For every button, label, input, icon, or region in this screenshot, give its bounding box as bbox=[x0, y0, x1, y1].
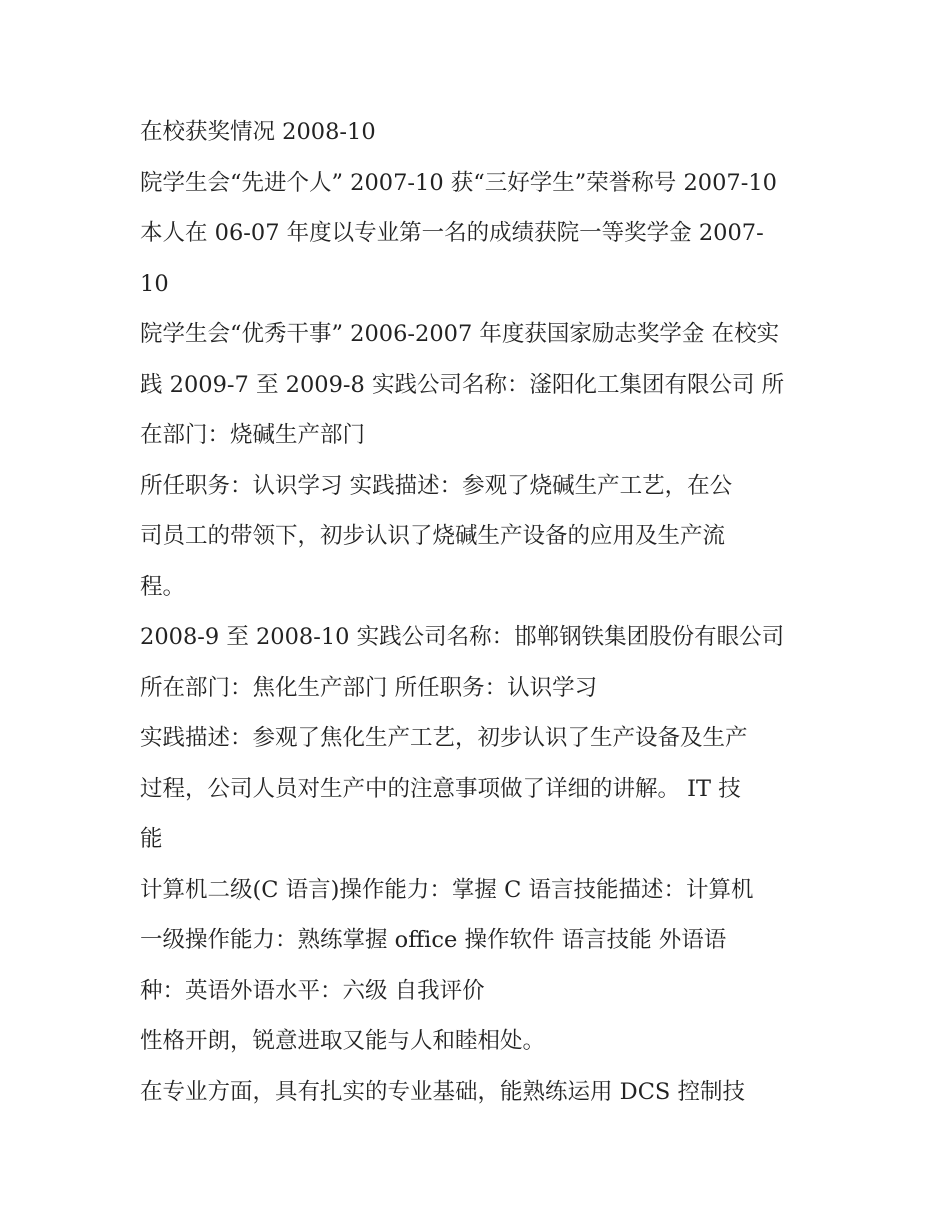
text-line: 实践描述：参观了焦化生产工艺，初步认识了生产设备及生产 bbox=[140, 725, 748, 751]
text-line: 程。 bbox=[140, 573, 186, 600]
text-line: 在专业方面，具有扎实的专业基础，能熟练运用 DCS 控制技 bbox=[140, 1078, 745, 1105]
text-line: 过程，公司人员对生产中的注意事项做了详细的讲解。 IT 技 bbox=[140, 775, 741, 802]
text-line: 司员工的带领下，初步认识了烧碱生产设备的应用及生产流 bbox=[140, 523, 726, 549]
text-line: 所在部门：焦化生产部门 所任职务：认识学习 bbox=[140, 674, 598, 701]
text-line: 践 2009-7 至 2009-8 实践公司名称：滏阳化工集团有限公司 所 bbox=[140, 371, 785, 398]
document-body bbox=[140, 107, 820, 1117]
text-line: 在部门：烧碱生产部门 bbox=[140, 422, 366, 448]
text-line: 种：英语外语水平：六级 自我评价 bbox=[140, 977, 485, 1004]
text-line: 2008-9 至 2008-10 实践公司名称：邯郸钢铁集团股份有眼公司 bbox=[140, 624, 785, 650]
text-line: 计算机二级(C 语言)操作能力：掌握 C 语言技能描述：计算机 bbox=[140, 876, 754, 903]
text-line: 在校获奖情况 2008-10 bbox=[140, 119, 376, 145]
text-line: 本人在 06-07 年度以专业第一名的成绩获院一等奖学金 2007- bbox=[140, 220, 764, 246]
text-line: 院学生会“优秀干事” 2006-2007 年度获国家励志奖学金 在校实 bbox=[140, 321, 780, 347]
text-line: 性格开朗，锐意进取又能与人和睦相处。 bbox=[140, 1028, 546, 1054]
text-line: 10 bbox=[140, 270, 169, 297]
text-line: 所任职务：认识学习 实践描述：参观了烧碱生产工艺，在公 bbox=[140, 472, 733, 499]
text-line: 院学生会“先进个人” 2007-10 获“三好学生”荣誉称号 2007-10 bbox=[140, 169, 777, 196]
text-line: 一级操作能力：熟练掌握 office 操作软件 语言技能 外语语 bbox=[140, 927, 727, 953]
text-line: 能 bbox=[140, 826, 163, 852]
